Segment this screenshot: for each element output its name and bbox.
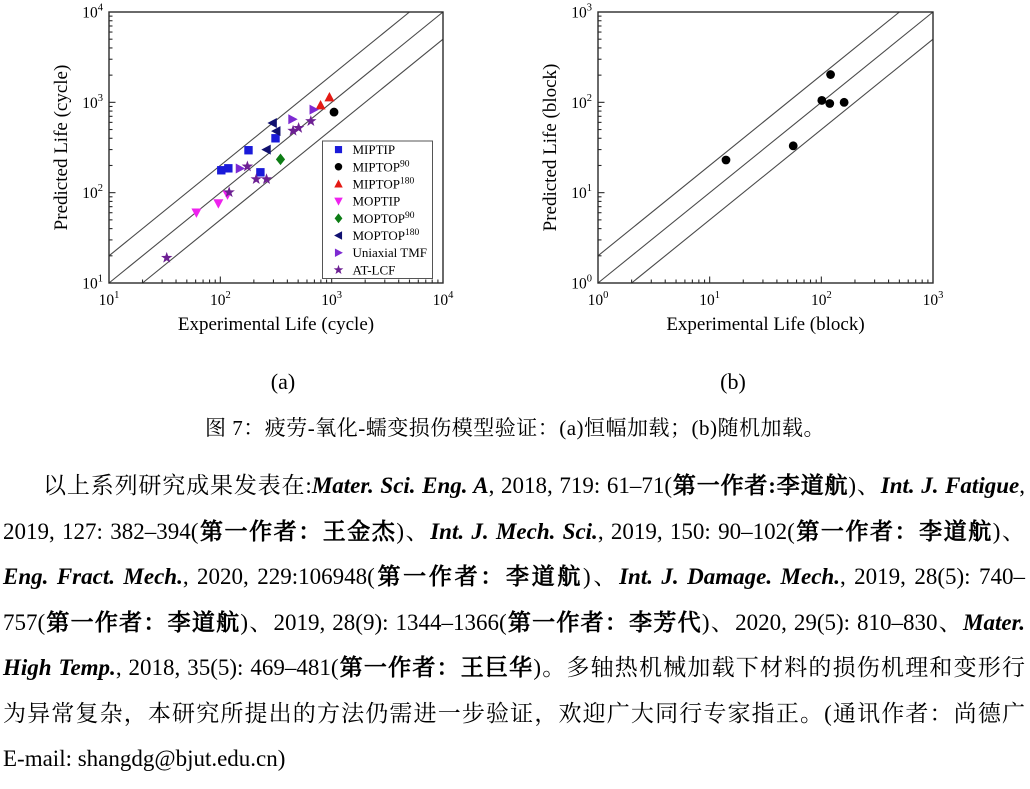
text-segment: 为异常复杂，本研究所提出的方法仍需进一步验证，欢迎广大同行专家指正。(通讯作者：尚德广: [3, 700, 1025, 726]
legend: [323, 141, 433, 279]
text-segment: )、2019, 28(9): 1344–1366(: [240, 609, 507, 635]
reference-lines: [598, 12, 933, 283]
tick-label: $10^2$: [810, 290, 832, 309]
data-point-circle: [722, 156, 731, 165]
data-point-square: [244, 146, 252, 154]
tick-label: $10^3$: [922, 290, 944, 309]
paragraph-line: [3, 736, 1025, 782]
text-segment: Mater.: [963, 609, 1026, 635]
tick-label: $10^2$: [209, 290, 231, 309]
paragraph-line: [3, 691, 1025, 737]
text-segment: , 2020, 229:106948(: [182, 564, 375, 589]
legend-label: MIPTOP$^{90}$: [352, 159, 410, 175]
text-segment: 第一作者:李道航: [672, 473, 849, 498]
series-moptip: [191, 190, 232, 217]
tick-label: $10^1$: [82, 273, 103, 293]
tick-label: $10^4$: [82, 2, 103, 22]
text-segment: , 2018, 35(5): 469–481(: [115, 655, 339, 680]
text-segment: 第一作者：王巨华: [338, 655, 534, 680]
tick-label: $10^3$: [82, 92, 103, 112]
data-point-square: [256, 168, 264, 176]
data-point-triangle-down: [213, 199, 223, 208]
text-segment: )。多轴热机械加载下材料的损伤机理和变形行: [533, 655, 1025, 680]
reference-line: [632, 39, 933, 283]
data-point-triangle-left: [261, 145, 270, 155]
panel-label-a: (a): [270, 369, 296, 394]
text-segment: ,: [1019, 473, 1025, 498]
y-axis-title: Predicted Life (cycle): [51, 64, 72, 231]
legend-label: MOPTOP$^{90}$: [352, 210, 415, 226]
tick-label: $10^3$: [571, 2, 592, 22]
series-points: [722, 70, 849, 164]
text-segment: )、: [992, 518, 1025, 544]
text-segment: 第一作者：李道航: [374, 564, 584, 589]
text-segment: Int. J. Mech. Sci.: [430, 518, 598, 544]
tick-label: $10^0$: [587, 290, 609, 309]
x-axis-title: Experimental Life (cycle): [177, 314, 375, 335]
text-segment: 第一作者：王金杰: [198, 518, 397, 544]
data-point-square: [335, 146, 342, 153]
legend-label: AT-LCF: [352, 262, 396, 278]
data-point-square: [271, 134, 279, 142]
data-point-star: [242, 160, 253, 171]
text-segment: , 2019, 28(5): 740–: [839, 564, 1025, 589]
data-point-star: [161, 252, 172, 263]
text-segment: )、: [583, 564, 620, 589]
paragraph-line: [3, 463, 1025, 509]
paragraph-line: [3, 600, 1025, 646]
legend-label: MIPTIP: [352, 142, 396, 158]
series-miptop: [330, 108, 339, 117]
text-segment: )、: [848, 473, 881, 498]
data-point-circle: [840, 98, 849, 107]
paragraph-line: [3, 645, 1025, 691]
data-point-triangle-down: [191, 209, 201, 218]
y-axis-title: Predicted Life (block): [540, 63, 561, 232]
tick-label: $10^1$: [699, 290, 721, 309]
text-segment: Int. J. Damage. Mech.: [619, 564, 840, 589]
legend-marker: [335, 146, 342, 153]
series-miptop: [316, 92, 335, 109]
data-point-circle: [826, 70, 835, 79]
reference-line: [598, 12, 899, 256]
legend-label: MOPTOP$^{180}$: [352, 228, 420, 244]
data-point-circle: [789, 141, 798, 150]
panel-label-b: (b): [720, 369, 746, 394]
tick-label: $10^2$: [571, 92, 592, 112]
paragraph-line: [3, 509, 1025, 555]
text-segment: High Temp.: [3, 655, 116, 680]
tick-label: $10^0$: [571, 273, 592, 293]
text-segment: Int. J. Fatigue: [880, 473, 1020, 498]
data-point-diamond: [276, 154, 285, 166]
text-segment: 757(: [3, 609, 46, 635]
reference-line: [598, 12, 933, 283]
x-axis-title: Experimental Life (block): [666, 314, 865, 335]
series-at-lcf: [161, 115, 317, 263]
text-segment: 以上系列研究成果发表在:: [43, 473, 312, 498]
legend-label: MIPTOP$^{180}$: [352, 176, 415, 192]
tick-label: $10^2$: [82, 183, 103, 203]
figure-caption: 图 7：疲劳-氧化-蠕变损伤模型验证：(a)恒幅加载；(b)随机加载。: [204, 416, 826, 440]
data-point-circle: [817, 96, 826, 105]
legend-label: Uniaxial TMF: [352, 245, 428, 261]
legend-label: MOPTIP: [352, 193, 401, 209]
series-moptop: [276, 154, 285, 166]
text-segment: )、2020, 29(5): 810–830、: [701, 609, 964, 635]
data-point-circle: [330, 108, 339, 117]
scatter-plot-constant-amplitude: [0, 0, 515, 360]
text-segment: Mater. Sci. Eng. A: [311, 473, 489, 498]
data-point-triangle-right: [288, 114, 297, 124]
text-segment: , 2019, 150: 90–102(: [597, 518, 795, 544]
body-paragraph: [3, 463, 1025, 782]
text-segment: 2019, 127: 382–394(: [3, 518, 199, 544]
data-point-circle: [335, 163, 342, 170]
data-point-star: [305, 115, 316, 126]
tick-label: $10^1$: [571, 183, 592, 203]
data-point-square: [224, 164, 232, 172]
scatter-plot-random-loading: [515, 0, 1030, 360]
tick-label: $10^4$: [432, 290, 454, 309]
text-segment: Eng. Fract. Mech.: [3, 564, 183, 589]
tick-label: $10^1$: [98, 290, 120, 309]
tick-label: $10^3$: [321, 290, 343, 309]
text-segment: E-mail: shangdg@bjut.edu.cn): [3, 746, 286, 771]
data-point-triangle-up: [316, 100, 326, 109]
legend-marker: [335, 163, 342, 170]
text-segment: )、: [396, 518, 431, 544]
text-segment: 第一作者：李道航: [794, 518, 993, 544]
text-segment: , 2018, 719: 61–71(: [488, 473, 672, 498]
text-segment: 第一作者：李芳代: [506, 609, 702, 635]
paragraph-line: [3, 554, 1025, 600]
data-point-triangle-up: [324, 92, 334, 101]
text-segment: 第一作者：李道航: [45, 609, 241, 635]
data-point-circle: [825, 99, 834, 108]
